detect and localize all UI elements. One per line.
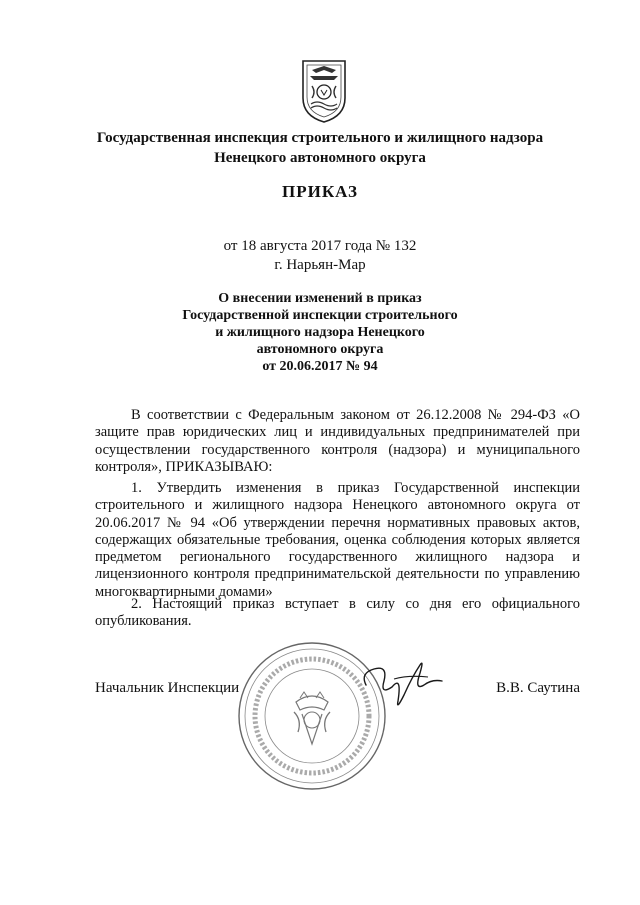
organization-title <box>60 128 580 168</box>
subject-line-3: и жилищного надзора Ненецкого <box>215 325 425 340</box>
subject-line-4: автономного округа <box>256 342 384 357</box>
subject-line-1: О внесении изменений в приказ <box>218 291 422 306</box>
handwritten-signature-icon <box>358 655 446 711</box>
paragraph-text: В соответствии с Федеральным законом от 26.12.2008 № 294-ФЗ «О защите прав юридических лиц и индивидуальных предпринимателей при осуществлении государственного контроля (надзора) и муниципального контроля», ПРИКАЗЫВАЮ: <box>95 407 580 475</box>
document-place: г. Нарьян-Мар <box>274 257 366 273</box>
signer-position: Начальник Инспекции <box>95 680 240 696</box>
signer-name: В.В. Саутина <box>496 680 580 696</box>
organization-line-1: Государственная инспекция строительного и жилищного надзора <box>96 130 544 146</box>
document-subject <box>60 290 580 375</box>
document-type: ПРИКАЗ <box>282 182 358 201</box>
paragraph-text: 1. Утвердить изменения в приказ Государственной инспекции строительного и жилищного надзора Ненецкого автономного округа от 20.06.2017 № 94 «Об утверждении перечня нормативных правовых актов, содержащих обязательные требования, оценка соблюдения которых является предметом регионального государственного жилищного надзора и лицензионного контроля предпринимательской деятельности по управлению многоквартирными домами» <box>95 480 580 600</box>
paragraph-text: 2. Настоящий приказ вступает в силу со дня его официального опубликования. <box>95 596 580 630</box>
body-paragraph-3 <box>95 596 580 631</box>
document-meta <box>60 237 580 275</box>
document-date-number: от 18 августа 2017 года № 132 <box>223 238 417 254</box>
coat-of-arms-icon <box>300 58 348 124</box>
subject-line-5: от 20.06.2017 № 94 <box>262 359 378 374</box>
subject-line-2: Государственной инспекции строительного <box>182 308 458 323</box>
body-paragraph-2 <box>95 480 580 601</box>
body-paragraph-1 <box>95 407 580 476</box>
organization-line-2: Ненецкого автономного округа <box>214 150 426 166</box>
